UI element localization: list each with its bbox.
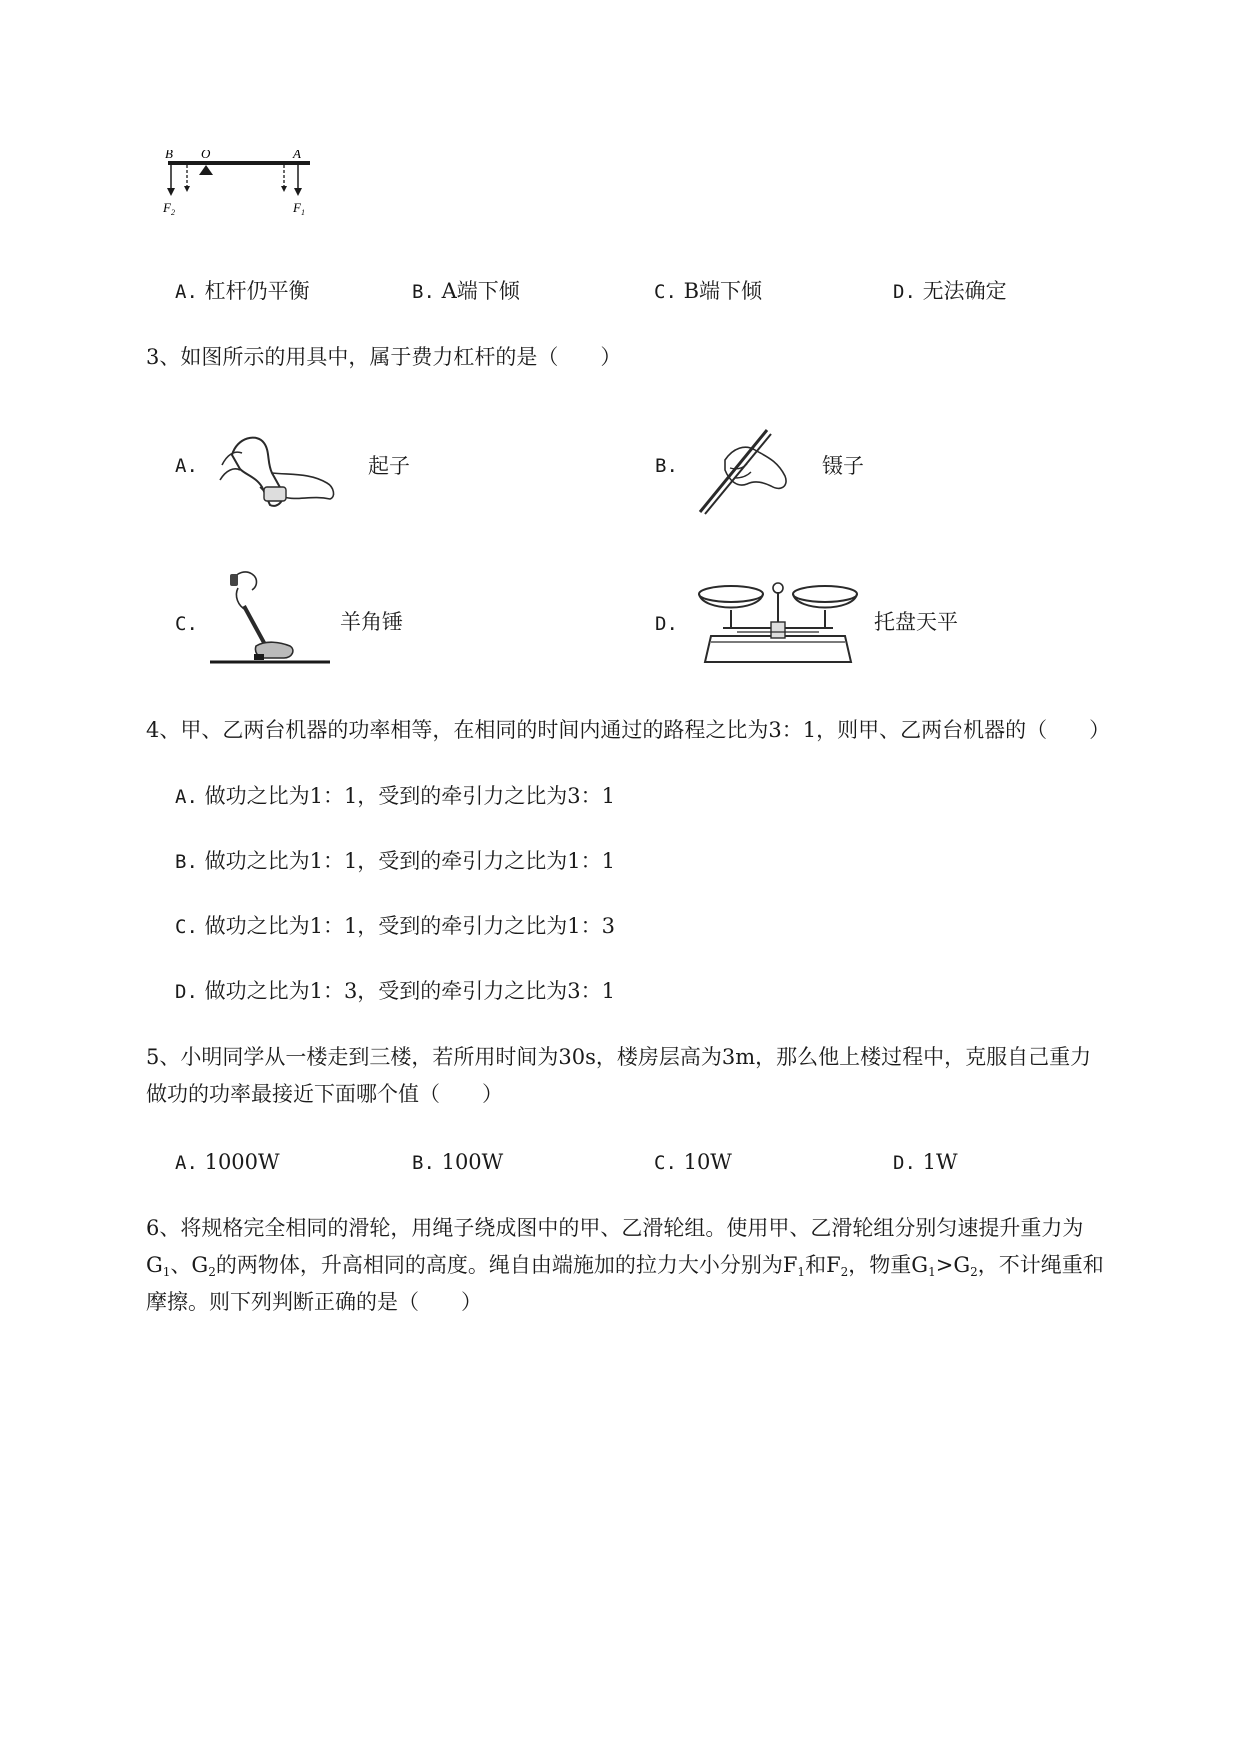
q2-option-a[interactable]: A. 杠杆仍平衡 <box>175 279 310 303</box>
label-a: A <box>293 150 301 161</box>
q3-option-a-letter[interactable]: A. <box>175 455 198 477</box>
lever-beam <box>168 161 310 165</box>
q6-stem-line1: 6、将规格完全相同的滑轮，用绳子绕成图中的甲、乙滑轮组。使用甲、乙滑轮组分别匀速提升重力为 <box>146 1216 1084 1240</box>
q2-option-b[interactable]: B. A端下倾 <box>412 279 520 303</box>
q3-stem: 3、如图所示的用具中，属于费力杠杆的是（ ） <box>146 345 622 369</box>
label-b: B <box>165 150 173 161</box>
balance-scale-icon <box>693 572 863 670</box>
fulcrum-icon <box>199 165 213 175</box>
q3-option-a-label: 起子 <box>368 454 410 478</box>
q3-option-d-letter[interactable]: D. <box>655 613 678 635</box>
q3-option-d-label: 托盘天平 <box>874 610 958 634</box>
q4-stem: 4、甲、乙两台机器的功率相等，在相同的时间内通过的路程之比为3：1，则甲、乙两台机器的（ ） <box>146 718 1111 742</box>
q4-option-b[interactable]: B. 做功之比为1：1，受到的牵引力之比为1：1 <box>175 849 616 873</box>
q4-option-d[interactable]: D. 做功之比为1：3，受到的牵引力之比为3：1 <box>175 979 616 1003</box>
q2-option-d[interactable]: D. 无法确定 <box>893 279 1007 303</box>
q3-option-b-letter[interactable]: B. <box>655 455 678 477</box>
lever-diagram <box>160 150 320 235</box>
label-f2: $F_2$ <box>163 200 175 217</box>
q6-stem-line3: 摩擦。则下列判断正确的是（ ） <box>146 1290 482 1314</box>
q4-option-a[interactable]: A. 做功之比为1：1，受到的牵引力之比为3：1 <box>175 784 616 808</box>
q3-option-b-label: 镊子 <box>822 454 864 478</box>
q5-stem-line1: 5、小明同学从一楼走到三楼，若所用时间为30s，楼房层高为3m，那么他上楼过程中，克服自己重力 <box>146 1045 1092 1069</box>
label-o: O <box>201 150 211 161</box>
q4-option-c[interactable]: C. 做功之比为1：1，受到的牵引力之比为1：3 <box>175 914 616 938</box>
bottle-opener-icon <box>212 425 342 515</box>
q5-stem-line2: 做功的功率最接近下面哪个值（ ） <box>146 1082 503 1106</box>
q3-option-c-label: 羊角锤 <box>340 610 403 634</box>
q5-option-d[interactable]: D. 1W <box>893 1150 958 1174</box>
tweezers-icon <box>685 420 800 520</box>
claw-hammer-icon <box>208 566 333 668</box>
q5-option-c[interactable]: C. 10W <box>654 1150 732 1174</box>
q5-option-a[interactable]: A. 1000W <box>175 1150 280 1174</box>
label-f1: $F_1$ <box>293 200 305 217</box>
q6-stem-line2: $G_1$、$G_2$的两物体，升高相同的高度。绳自由端施加的拉力大小分别为$F_1$和$F_2$，物重$G_1>G_2$，不计绳重和 <box>146 1253 1104 1279</box>
q3-option-c-letter[interactable]: C. <box>175 613 198 635</box>
q2-option-c[interactable]: C. B端下倾 <box>654 279 763 303</box>
q5-option-b[interactable]: B. 100W <box>412 1150 504 1174</box>
